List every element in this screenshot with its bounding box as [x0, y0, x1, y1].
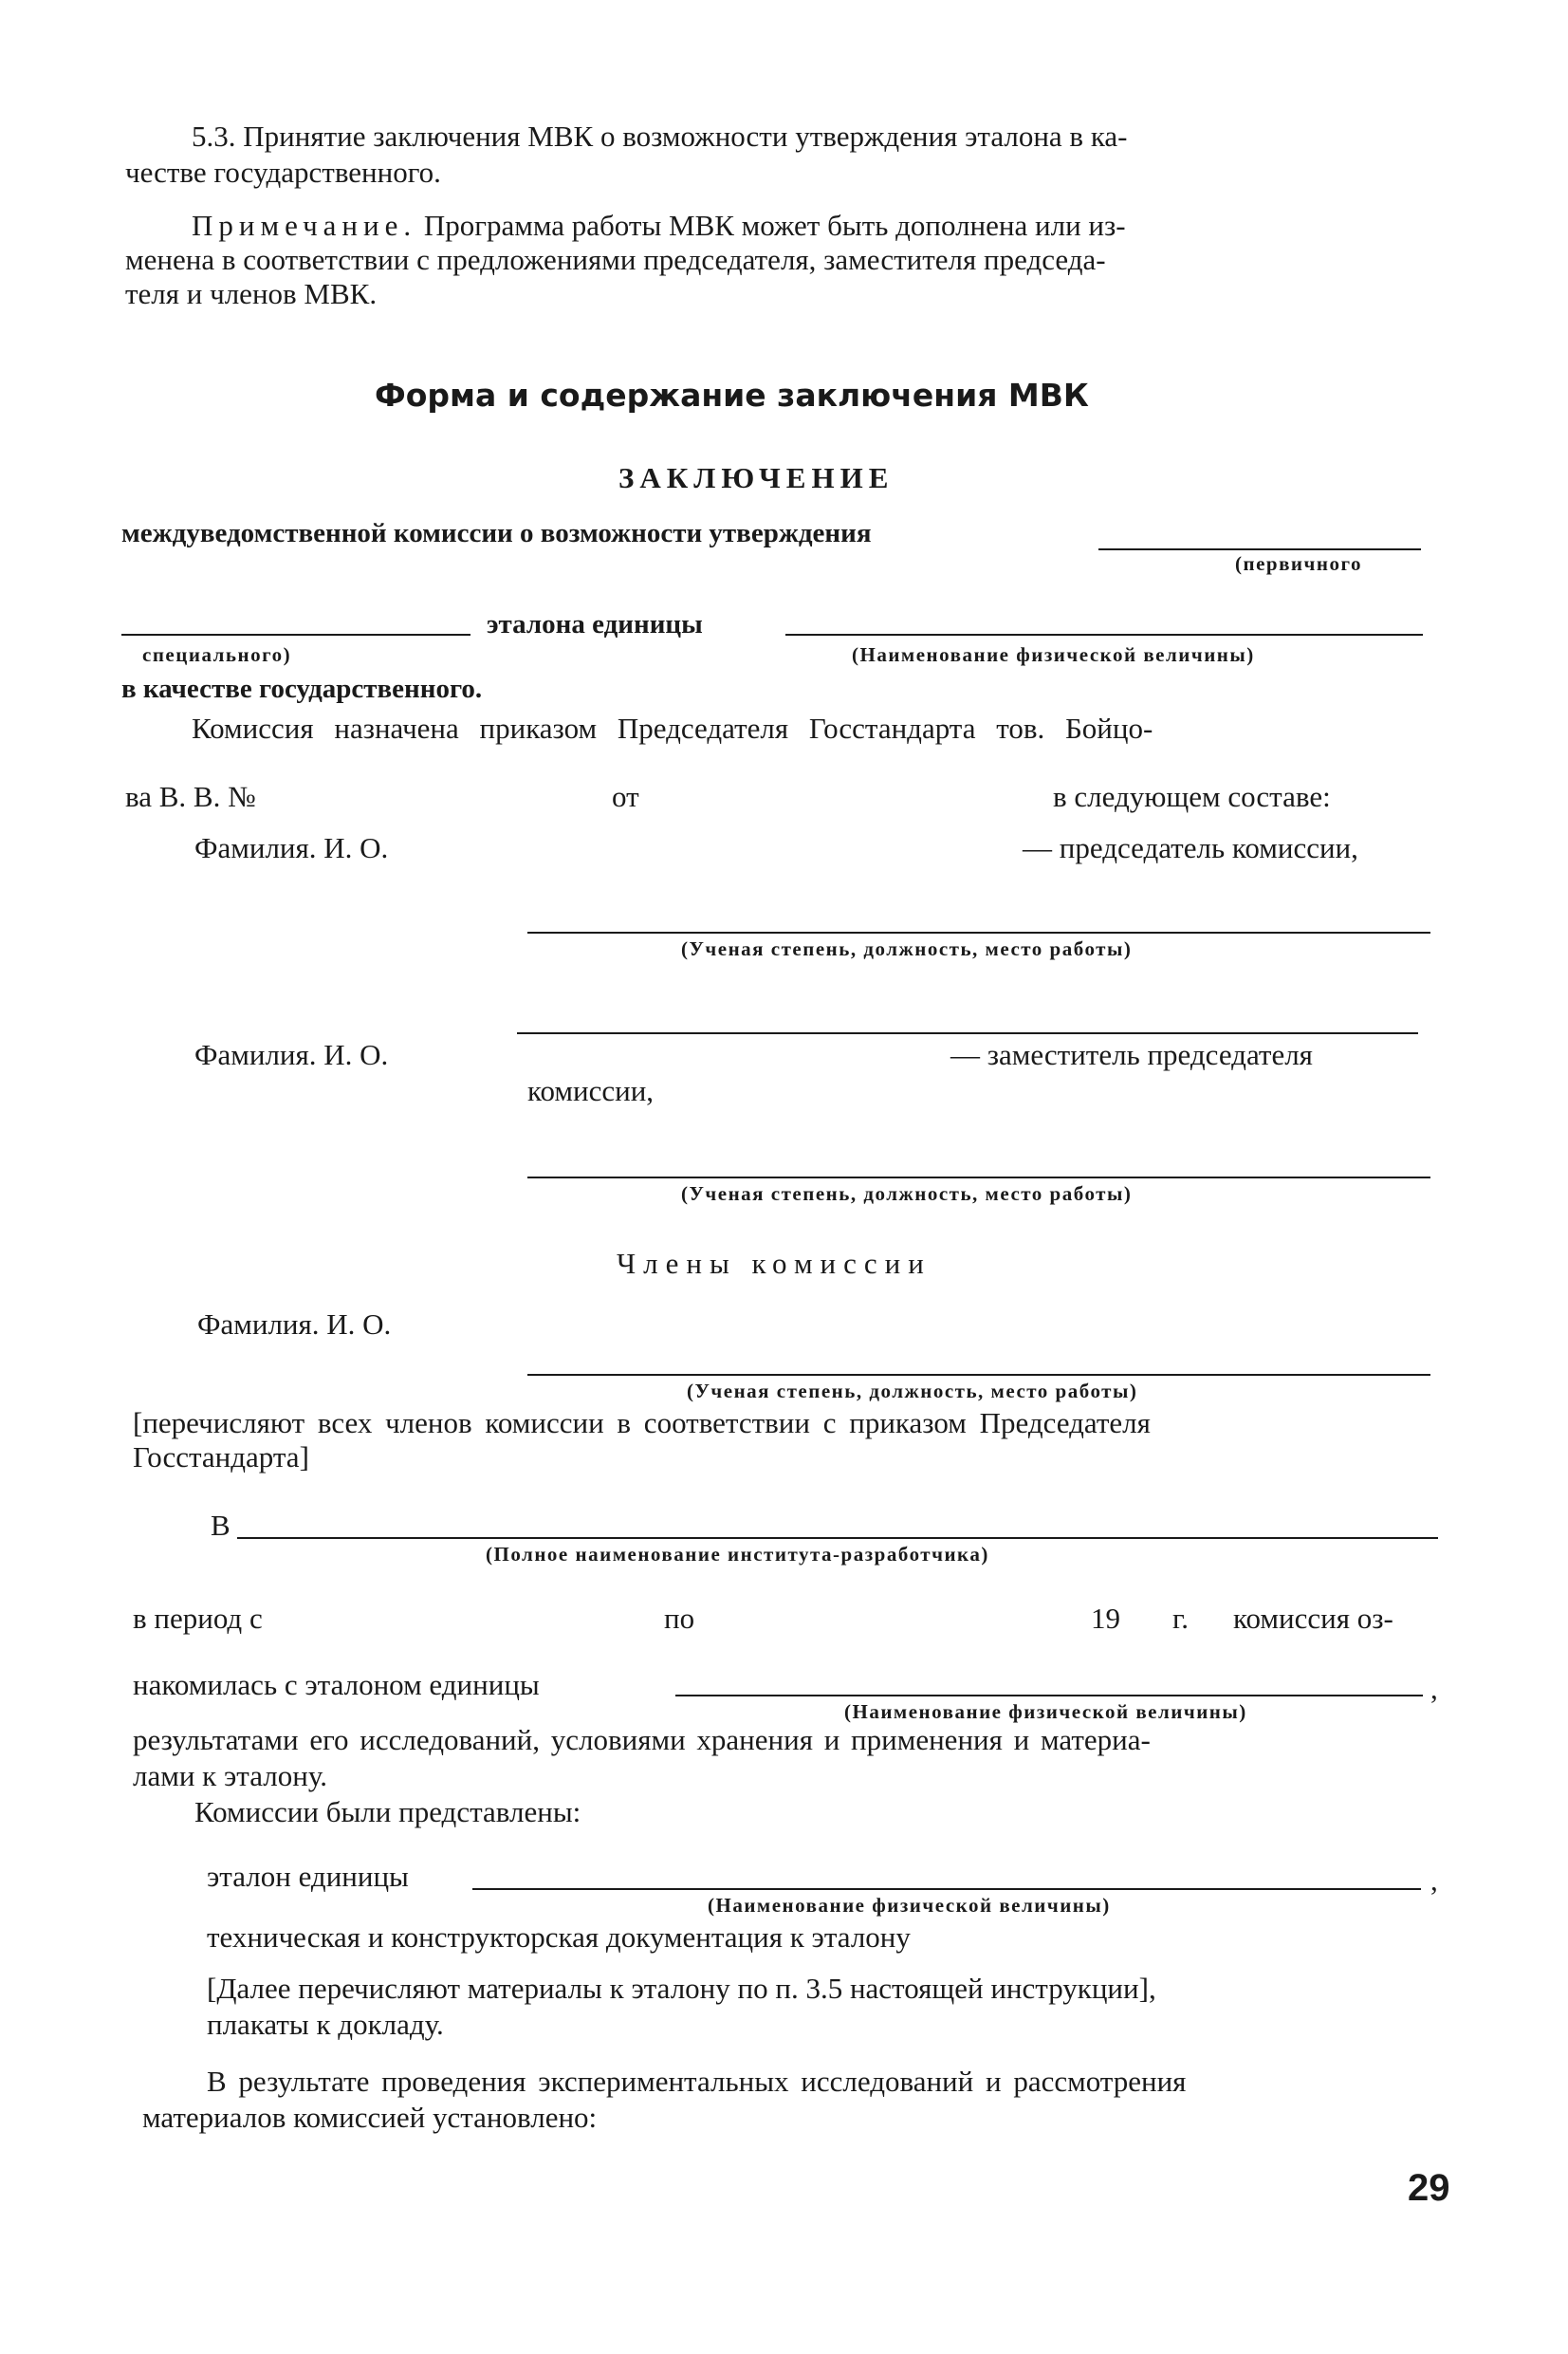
blank-institute[interactable]: [237, 1537, 1438, 1539]
chair-name: Фамилия. И. О.: [194, 831, 389, 864]
blank-etalon-type-2[interactable]: [121, 634, 470, 636]
list-note-line-2: Госстандарта]: [133, 1440, 309, 1474]
note-label: Примечание.: [192, 209, 417, 242]
period-year: 19: [1091, 1602, 1120, 1635]
blank-etalon-type[interactable]: [1098, 548, 1421, 550]
list-note-line-1: [перечисляют всех членов комиссии в соответствии с приказом Председателя: [133, 1406, 1151, 1439]
result-line-1: В результате проведения экспериментальных исследований и рассмотрения: [207, 2065, 1187, 2098]
in-label: В: [211, 1509, 231, 1542]
period-year-suffix: г.: [1172, 1602, 1189, 1635]
document-title: ЗАКЛЮЧЕНИЕ: [618, 461, 895, 494]
form-heading: Форма и содержание заключения МВК: [375, 377, 1089, 414]
commission-order-no: ва В. В. №: [125, 780, 256, 813]
caption-degree-2: (Ученая степень, должность, место работы): [681, 1182, 1133, 1205]
chair-role: — председатель комиссии,: [1023, 831, 1358, 864]
caption-institute: (Полное наименование института-разработчика): [486, 1543, 989, 1566]
blank-deputy[interactable]: [517, 1032, 1418, 1034]
caption-degree-1: (Ученая степень, должность, место работы): [681, 937, 1133, 960]
commission-composition: в следующем составе:: [1053, 780, 1331, 813]
blank-chair-degree[interactable]: [527, 932, 1430, 934]
results-line-2: лами к эталону.: [133, 1759, 327, 1792]
blank-deputy-degree[interactable]: [527, 1177, 1430, 1178]
docs-line: техническая и конструкторская документация к эталону: [207, 1920, 911, 1954]
blank-quantity-2[interactable]: [675, 1695, 1423, 1696]
etalon-unit-label: эталона единицы: [487, 609, 703, 639]
acquainted-line: накомилась с эталоном единицы: [133, 1668, 540, 1701]
deputy-role: — заместитель председателя: [950, 1038, 1313, 1071]
caption-quantity-2: (Наименование физической величины): [844, 1700, 1247, 1723]
note-line-2: менена в соответствии с предложениями председателя, заместителя председа-: [125, 243, 1106, 276]
deputy-role-2: комиссии,: [527, 1074, 655, 1107]
comma-1: ,: [1430, 1672, 1438, 1705]
period-commission: комиссия оз-: [1233, 1602, 1393, 1635]
members-heading: Члены комиссии: [617, 1247, 932, 1280]
blank-member-degree[interactable]: [527, 1374, 1430, 1376]
as-state-line: в качестве государственного.: [121, 674, 483, 704]
note-line-3: теля и членов МВК.: [125, 277, 378, 310]
further-line-1: [Далее перечисляют материалы к эталону по п. 3.5 настоящей инструкции],: [207, 1972, 1156, 2005]
results-line-1: результатами его исследований, условиями хранения и применения и материа-: [133, 1723, 1151, 1756]
caption-quantity-1: (Наименование физической величины): [852, 643, 1255, 666]
commission-line-1: Комиссия назначена приказом Председателя Госстандарта тов. Бойцо-: [192, 712, 1153, 745]
blank-quantity-3[interactable]: [472, 1888, 1421, 1890]
note-line-1: [192, 211, 1126, 240]
presented-line: Комиссии были представлены:: [194, 1795, 581, 1828]
caption-degree-3: (Ученая степень, должность, место работы): [687, 1380, 1138, 1402]
page-number: 29: [1408, 2167, 1450, 2209]
etalon-unit-label-2: эталон единицы: [207, 1860, 409, 1893]
further-line-2: плакаты к докладу.: [207, 2008, 444, 2041]
deputy-name: Фамилия. И. О.: [194, 1038, 389, 1071]
caption-special: специального): [142, 643, 292, 666]
clause-5-3-line-2: честве государственного.: [125, 156, 441, 189]
result-line-2: материалов комиссией установлено:: [142, 2101, 598, 2134]
clause-5-3-line-1: 5.3. Принятие заключения МВК о возможности утверждения эталона в ка-: [192, 120, 1128, 153]
blank-quantity-name[interactable]: [785, 634, 1423, 636]
member-name: Фамилия. И. О.: [197, 1307, 392, 1341]
caption-quantity-3: (Наименование физической величины): [708, 1894, 1111, 1917]
caption-primary: (первичного: [1235, 552, 1362, 575]
commission-from: от: [612, 780, 639, 813]
comma-2: ,: [1430, 1863, 1438, 1897]
note-text-1: Программа работы МВК может быть дополнена или из-: [423, 209, 1126, 242]
period-from: в период с: [133, 1602, 263, 1635]
period-to: по: [664, 1602, 695, 1635]
intro-line: междуведомственной комиссии о возможности утверждения: [121, 518, 872, 548]
